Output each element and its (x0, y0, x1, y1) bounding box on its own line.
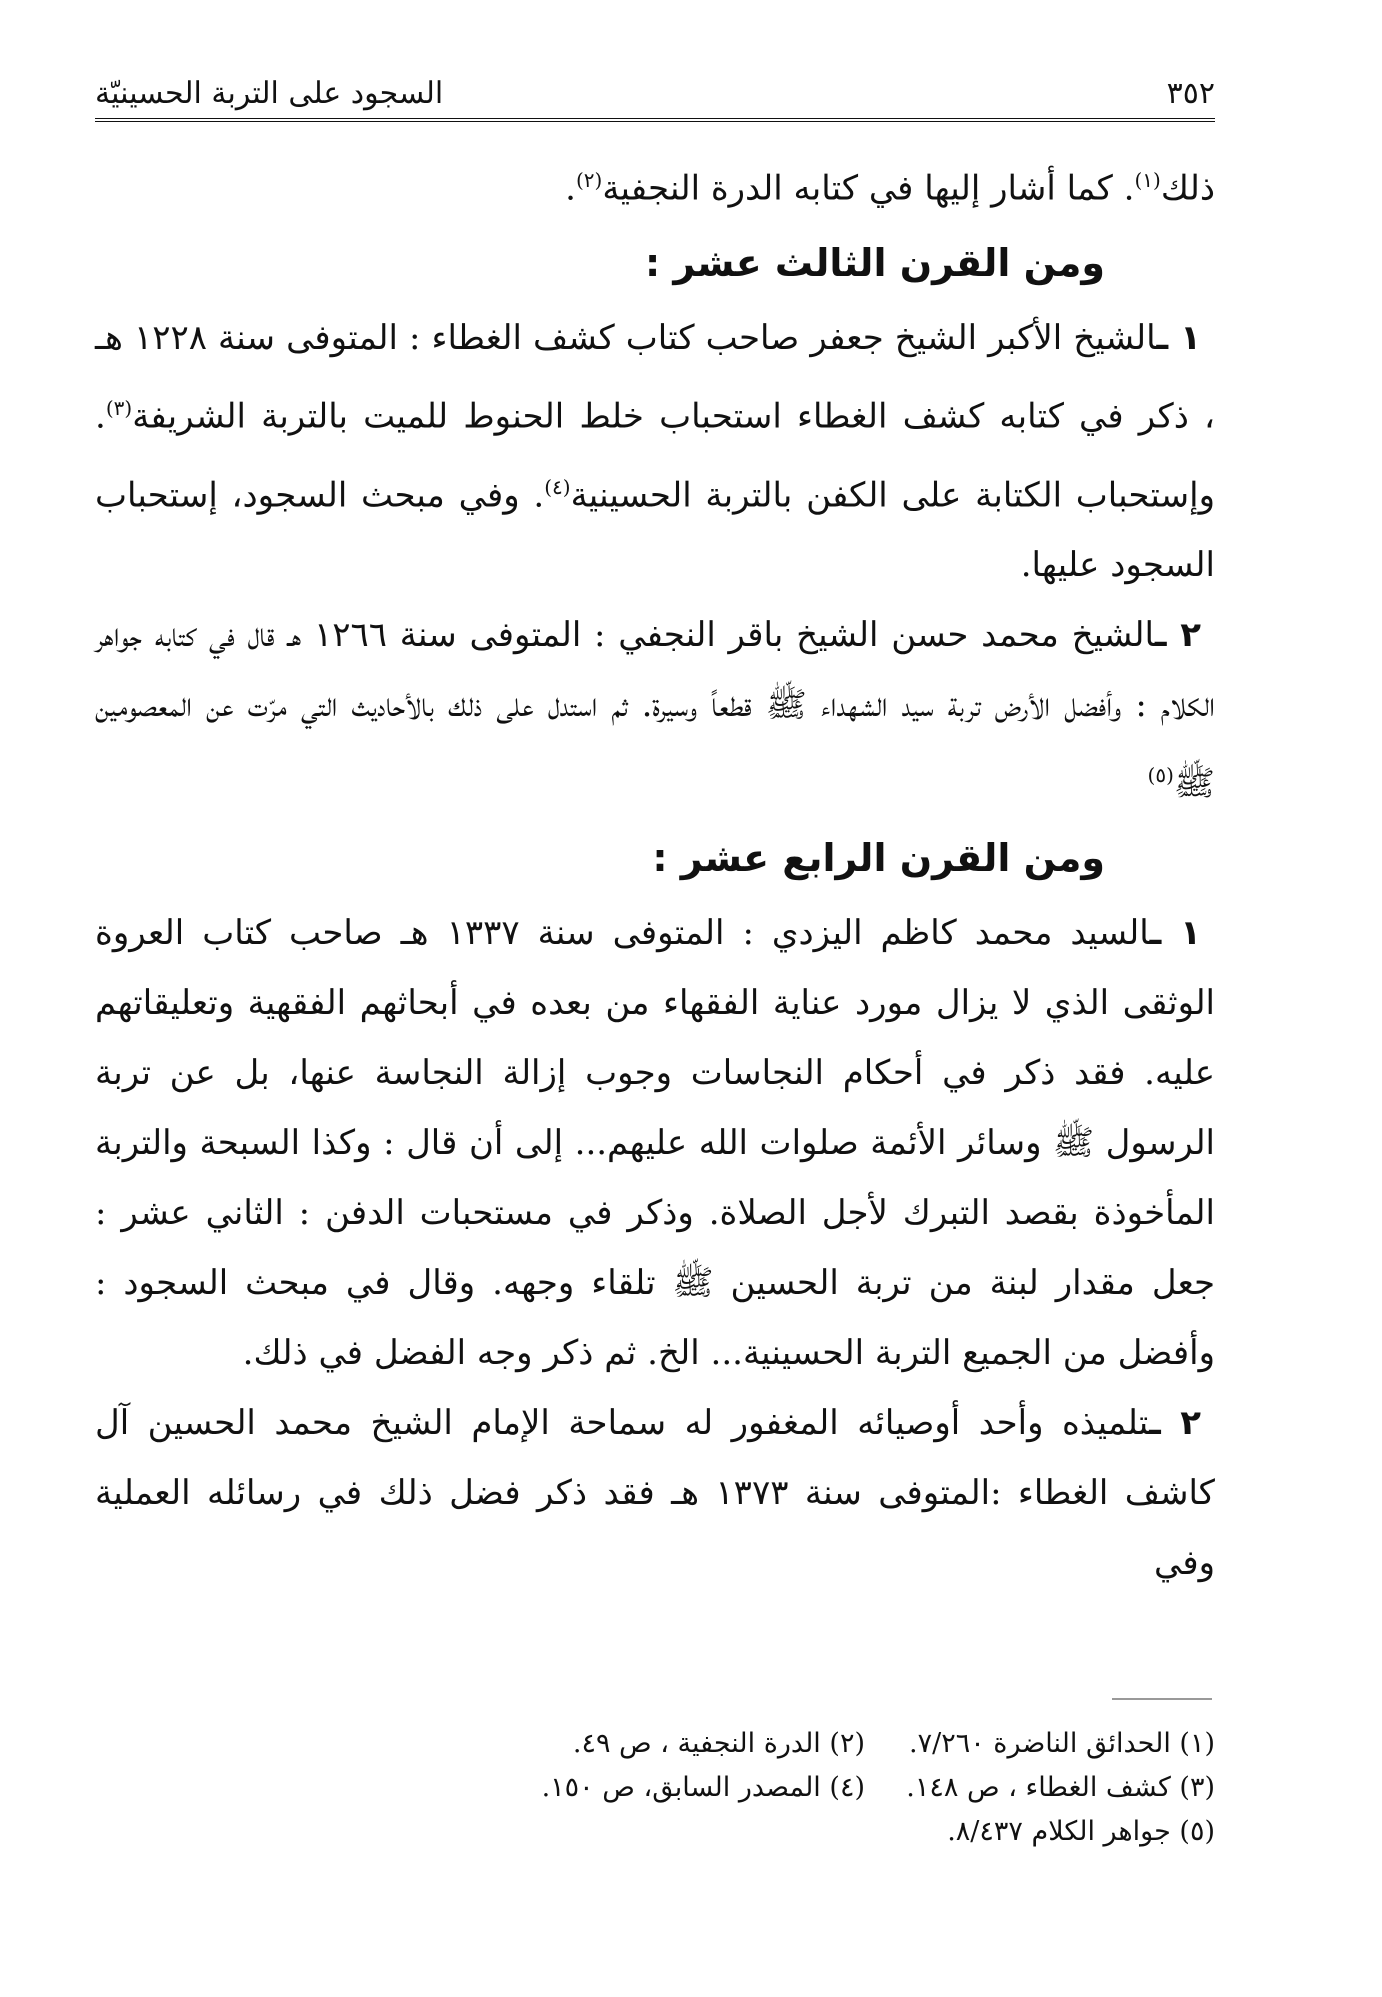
footnote-ref-3: (٣) (105, 396, 133, 421)
footnote-ref-1: (١) (1134, 168, 1161, 192)
footnote-2: (٢) الدرة النجفية ، ص ٤٩. (572, 1728, 865, 1759)
main-text (95, 145, 1215, 1598)
text-run: تلميذه وأحد أوصيائه المغفور له سماحة الإمام الشيخ محمد الحسين آل كاشف الغطاء :المتوفى سنة ١٣٧٣ هـ فقد ذكر فضل ذلك في رسائله العملية وفي (95, 1403, 1215, 1584)
running-title: السجود على التربة الحسينيّة (95, 76, 444, 111)
footnote-row (260, 1722, 1215, 1766)
paragraph-kashif-al-ghita-student (95, 1388, 1215, 1598)
paragraph-jawahir (95, 600, 1215, 818)
text-run: . وإستحباب الكتابة على الكفن بالتربة الحسينية (95, 396, 1215, 515)
item-number: ٢ ـ (1149, 1403, 1201, 1444)
item-number: ٢ ـ (1154, 614, 1201, 655)
page-header (95, 62, 1215, 122)
section-heading-14th-century: ومن القرن الرابع عشر : (652, 836, 1105, 881)
item-number: ١ ـ (1156, 318, 1202, 359)
text-run: . وفي مبحث السجود، إستحباب السجود عليها. (95, 474, 1215, 585)
footnote-separator (1112, 1698, 1212, 1700)
text-run: الشيخ الأكبر الشيخ جعفر صاحب كتاب كشف الغطاء : المتوفى سنة ١٢٢٨ هـ ، ذكر في كتابه كشف الغطاء استحباب خلط الحنوط للميت بالتربة الشريفة (95, 318, 1215, 437)
paragraph-continuation (95, 145, 1215, 223)
footnote-3: (٣) كشف الغطاء ، ص ١٤٨. (906, 1772, 1215, 1803)
item-number: ١ ـ (1149, 913, 1201, 954)
footnote-4: (٤) المصدر السابق، ص ١٥٠. (541, 1772, 865, 1803)
footnote-ref-5: (٥) (1147, 762, 1174, 787)
footnote-5: (٥) جواهر الكلام ٨/٤٣٧. (947, 1816, 1215, 1847)
footnote-row (260, 1766, 1215, 1810)
paragraph-kashif-al-ghita (95, 303, 1215, 600)
page-number: ٣٥٢ (1166, 76, 1215, 111)
paragraph-yazdi (95, 898, 1215, 1388)
header-rule (95, 118, 1215, 122)
text-run: الشيخ محمد حسن الشيخ باقر النجفي : المتوفى سنة ١٢٦٦ هـ قال في كتابه جواهر الكلام : وأفضل الأرض تربة سيد الشهداء ﷺ قطعاً وسيرة. ثم استدل على ذلك بالأحاديث التي مرّت عن المعصومين ﷺ (95, 614, 1215, 804)
text-run: . (565, 168, 576, 209)
section-heading-13th-century: ومن القرن الثالث عشر : (644, 241, 1105, 286)
text-run: السيد محمد كاظم اليزدي : المتوفى سنة ١٣٣٧ هـ صاحب كتاب العروة الوثقى الذي لا يزال مورد عناية الفقهاء من بعده في أبحاثهم الفقهية وتعليقاتهم عليه. فقد ذكر في أحكام النجاسات وجوب إزالة النجاسة عنها، بل عن تربة الرسول ﷺ وسائر الأئمة صلوات الله عليهم... إلى أن قال : وكذا السبحة والتربة المأخوذة بقصد التبرك لأجل الصلاة. وذكر في مستحبات الدفن : الثاني عشر : جعل مقدار لبنة من تربة الحسين ﷺ تلقاء وجهه. وقال في مبحث السجود : وأفضل من الجميع التربة الحسينية... الخ. ثم ذكر وجه الفضل في ذلك. (95, 913, 1215, 1374)
footnote-ref-4: (٤) (544, 474, 571, 499)
footnote-ref-2: (٢) (575, 168, 603, 192)
text-run: ذلك (1160, 168, 1215, 209)
footnote-row (260, 1810, 1215, 1854)
footnotes (260, 1722, 1215, 1854)
text-run: . كما أشار إليها في كتابه الدرة النجفية (602, 168, 1135, 209)
footnote-1: (١) الحدائق الناضرة ٧/٢٦٠. (909, 1728, 1215, 1759)
